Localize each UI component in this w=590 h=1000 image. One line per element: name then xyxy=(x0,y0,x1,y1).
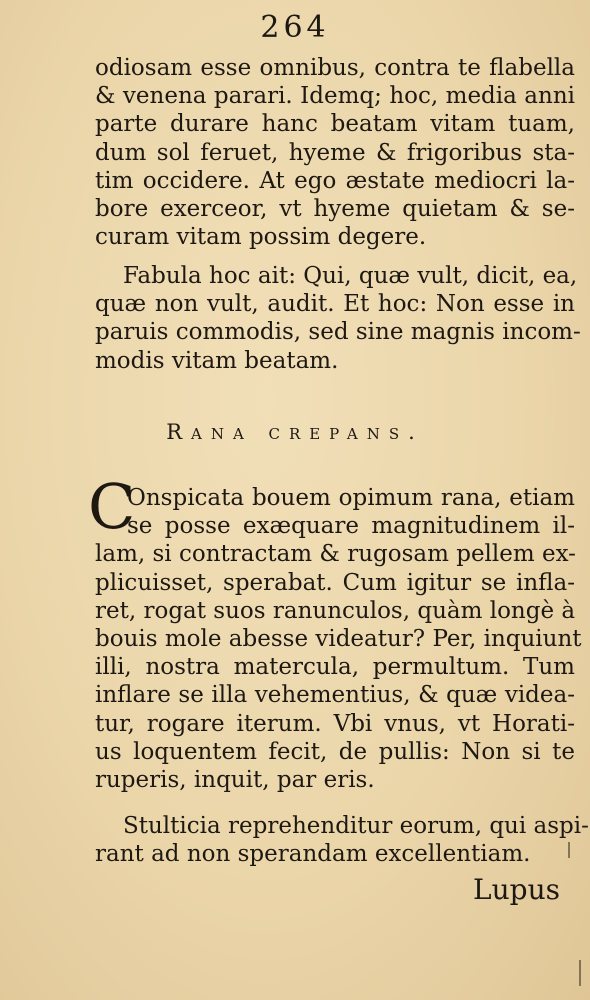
text-line: rant ad non sperandam excellentiam. xyxy=(95,841,531,868)
text-line: dum sol feruet, hyeme & frigoribus sta- xyxy=(95,139,575,166)
text-line: parte durare hanc beatam vitam tuam, xyxy=(95,111,575,138)
paragraph-3 xyxy=(95,484,582,794)
margin-mark xyxy=(568,842,570,858)
page-number: 264 xyxy=(260,10,330,45)
text-line: tim occidere. At ego æstate mediocri la- xyxy=(95,167,575,194)
paragraph-1 xyxy=(95,54,575,251)
text-line: tur, rogare iterum. Vbi vnus, vt Horati- xyxy=(95,710,575,737)
text-line: plicuisset, sperabat. Cum igitur se infla- xyxy=(95,569,575,596)
text-line: bore exerceor, vt hyeme quietam & se- xyxy=(95,195,575,222)
margin-mark xyxy=(579,960,581,986)
text-line: Stulticia reprehenditur eorum, qui aspi- xyxy=(123,813,589,839)
text-line: paruis commodis, sed sine magnis incom- xyxy=(95,319,581,346)
drop-cap-initial: C xyxy=(88,470,136,543)
text-line: odiosam esse omnibus, contra te flabella xyxy=(95,55,575,81)
text-line: bouis mole abesse videatur? Per, inquiunt xyxy=(95,625,582,652)
text-line: Fabula hoc ait: Qui, quæ vult, dicit, ea, xyxy=(123,263,578,289)
text-line: curam vitam possim degere. xyxy=(95,224,427,251)
catchword: Lupus xyxy=(473,873,560,906)
text-line: inflare se illa vehementius, & quæ videa- xyxy=(95,682,575,709)
text-line: illi, nostra matercula, permultum. Tum xyxy=(95,654,575,681)
text-line: ruperis, inquit, par eris. xyxy=(95,766,375,793)
paragraph-2 xyxy=(95,262,581,375)
text-line: ret, rogat suos ranunculos, quàm longè à xyxy=(95,597,576,624)
text-line: modis vitam beatam. xyxy=(95,347,339,374)
text-line: us loquentem fecit, de pullis: Non si te xyxy=(95,738,575,765)
fable-title: Rana crepans. xyxy=(166,420,424,444)
text-line: se posse exæquare magnitudinem il- xyxy=(127,513,575,540)
text-line: Onspicata bouem opimum rana, etiam xyxy=(127,485,575,511)
text-line: lam, si contractam & rugosam pellem ex- xyxy=(95,541,576,568)
text-line: & venena parari. Idemq; hoc, media anni xyxy=(95,83,575,110)
paragraph-moral xyxy=(95,812,589,868)
text-line: quæ non vult, audit. Et hoc: Non esse in xyxy=(95,291,575,318)
